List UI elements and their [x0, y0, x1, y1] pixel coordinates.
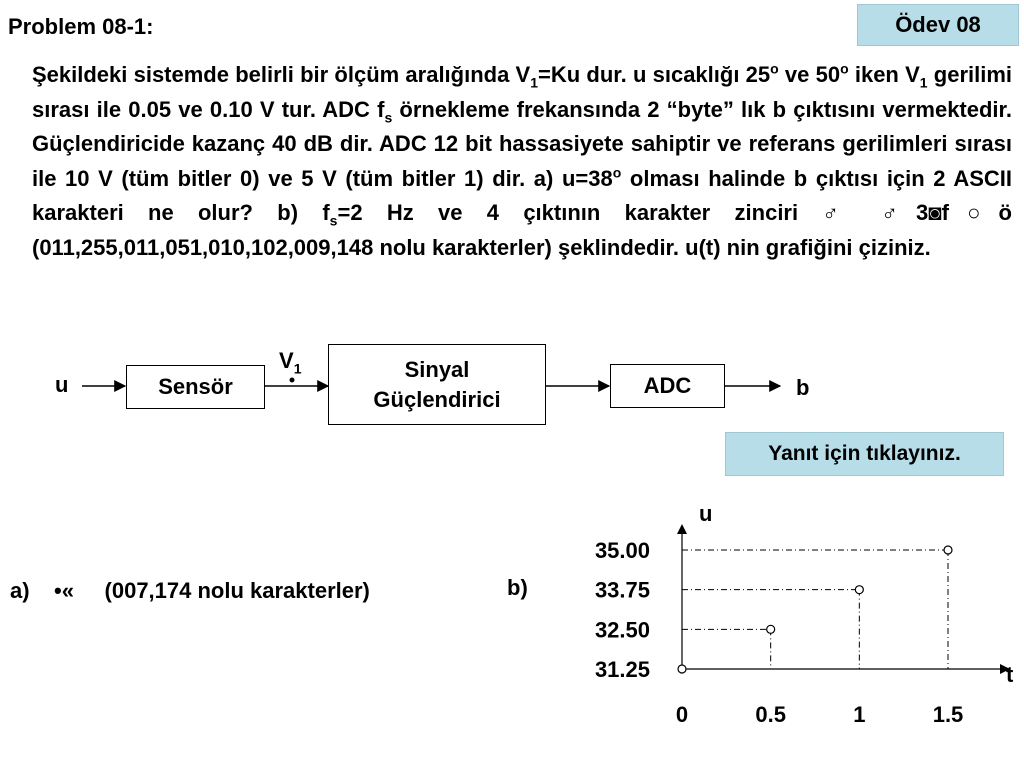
v1-letter: V — [279, 348, 294, 373]
problem-text: ve 50 — [778, 62, 841, 87]
y-axis-arrowhead — [677, 524, 687, 534]
y-tick-label: 33.75 — [594, 577, 650, 603]
problem-title: Problem 08-1: — [8, 14, 154, 39]
x-tick-label: 1 — [853, 702, 866, 727]
y-tick-label: 35.00 — [594, 538, 650, 563]
data-point — [944, 546, 952, 554]
degree-superscript: o — [840, 60, 849, 77]
amplifier-line1: Sinyal — [404, 356, 470, 382]
subscript: s — [384, 108, 393, 125]
answer-a-label: a) — [10, 578, 30, 603]
degree-superscript: o — [612, 164, 622, 181]
answer-a-note: (007,174 nolu karakterler) — [104, 578, 370, 603]
v1-subscript: 1 — [293, 360, 302, 377]
problem-text: iken V — [848, 62, 920, 87]
data-point — [678, 665, 686, 673]
sensor-block: Sensör — [126, 365, 265, 409]
problem-text: =Ku dur. u sıcaklığı 25 — [538, 62, 771, 87]
problem-text: olması halinde b çıktısı için 2 ASCII karakteri ne olur? b) f — [32, 165, 1013, 225]
input-label-u: u — [55, 372, 69, 397]
show-answer-button[interactable]: Yanıt için tıklayınız. — [725, 432, 1004, 476]
y-tick-label: 32.50 — [594, 617, 650, 643]
subscript: s — [329, 212, 338, 229]
assignment-badge: Ödev 08 — [857, 4, 1019, 46]
problem-text: =2 Hz ve 4 çıktının karakter zinciri ♂ ♂3◙f○ö (011,255,011,051,010,102,009,148 nolu karakterler) şeklindedir. u(t) nin grafiğini çiziniz. — [32, 200, 1012, 260]
adc-block: ADC — [610, 364, 725, 408]
answer-a-characters: •« — [54, 578, 74, 603]
degree-superscript: o — [770, 60, 779, 77]
x-tick-label: 0.5 — [755, 702, 786, 727]
subscript: 1 — [919, 74, 928, 91]
answer-b-label: b) — [507, 575, 528, 600]
data-point — [767, 625, 775, 633]
problem-text: gerilimi sırası ile 0.05 ve 0.10 V tur. ADC f — [32, 62, 1013, 122]
output-label-b: b — [796, 375, 810, 400]
problem-text: örnekleme frekansında 2 “byte” lık b çıktısını vermektedir. Güçlendiricide kazanç 40 dB dir. ADC 12 bit hassasiyete sahiptir ve referans gerilimleri sırası ile 10 V (tüm bitler 0) ve 5 V (tüm bitler 1) dir. a) u=38 — [32, 96, 1013, 191]
problem-text: Şekildeki sistemde belirli bir ölçüm aralığında V — [32, 62, 531, 87]
x-tick-label: 0 — [675, 702, 689, 727]
amplifier-line2: Güçlendirici — [373, 386, 501, 412]
x-axis-label: t — [1006, 662, 1014, 687]
subscript: 1 — [530, 74, 539, 91]
y-tick-label: 31.25 — [594, 657, 650, 682]
y-axis-label: u — [699, 501, 713, 526]
data-point — [855, 586, 863, 594]
x-tick-label: 1.5 — [932, 702, 964, 727]
